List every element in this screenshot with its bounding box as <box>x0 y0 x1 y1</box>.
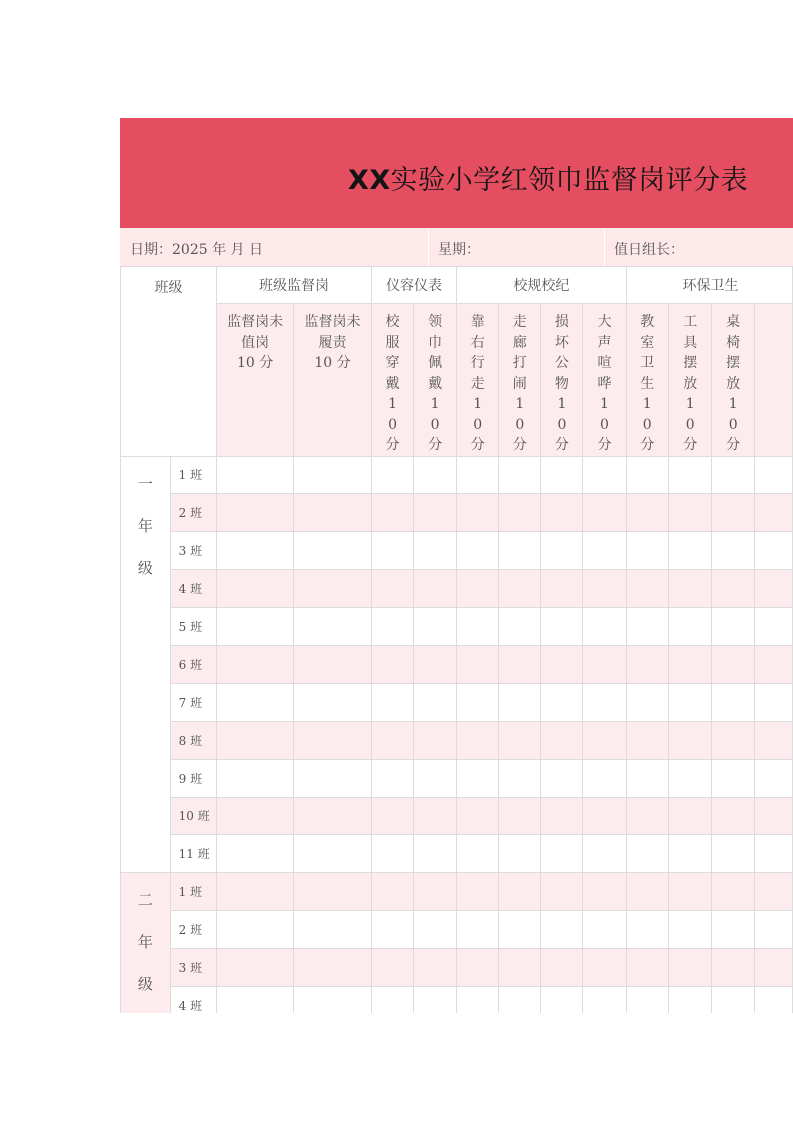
score-cell[interactable] <box>541 986 583 1013</box>
score-cell[interactable] <box>294 759 372 797</box>
score-cell[interactable] <box>294 494 372 532</box>
score-cell[interactable] <box>626 797 668 835</box>
table-row <box>121 721 793 759</box>
score-cell[interactable] <box>583 608 626 646</box>
score-cell[interactable] <box>217 645 294 683</box>
table-row <box>121 608 793 646</box>
score-cell[interactable] <box>583 911 626 949</box>
score-cell[interactable] <box>626 759 668 797</box>
score-cell[interactable] <box>371 721 413 759</box>
score-cell[interactable] <box>217 949 294 987</box>
score-cell[interactable] <box>371 683 413 721</box>
score-cell[interactable] <box>541 949 583 987</box>
class-label: 10 班 <box>170 797 216 835</box>
score-cell[interactable] <box>626 645 668 683</box>
score-cell[interactable] <box>217 683 294 721</box>
score-cell[interactable] <box>754 873 792 911</box>
score-cell[interactable] <box>541 911 583 949</box>
score-cell[interactable] <box>217 494 294 532</box>
class-label: 3 班 <box>170 532 216 570</box>
score-cell[interactable] <box>541 456 583 494</box>
info-row <box>120 228 793 267</box>
divider <box>428 228 429 266</box>
table-row <box>121 456 793 494</box>
table-row <box>121 683 793 721</box>
score-cell[interactable] <box>754 949 792 987</box>
score-cell[interactable] <box>294 835 372 873</box>
score-cell[interactable] <box>712 949 754 987</box>
score-cell[interactable] <box>457 949 499 987</box>
score-sheet <box>120 118 793 1013</box>
score-cell[interactable] <box>499 721 541 759</box>
score-cell[interactable] <box>669 797 712 835</box>
score-cell[interactable] <box>626 721 668 759</box>
criterion-header <box>371 304 413 457</box>
table-row <box>121 949 793 987</box>
criterion-header-line: 监督岗未 <box>304 314 361 330</box>
score-cell[interactable] <box>457 494 499 532</box>
table-row <box>121 494 793 532</box>
table-row <box>121 835 793 873</box>
score-cell[interactable] <box>294 949 372 987</box>
table-row <box>121 873 793 911</box>
score-cell[interactable] <box>414 683 457 721</box>
score-cell[interactable] <box>583 570 626 608</box>
score-cell[interactable] <box>499 986 541 1013</box>
class-label: 4 班 <box>170 986 216 1013</box>
score-cell[interactable] <box>712 721 754 759</box>
criterion-header-label: 工具摆放10分 <box>683 314 698 453</box>
table-row <box>121 911 793 949</box>
score-table <box>120 266 793 1013</box>
score-cell[interactable] <box>754 570 792 608</box>
score-cell[interactable] <box>669 494 712 532</box>
score-cell[interactable] <box>583 532 626 570</box>
criterion-header <box>457 304 499 457</box>
score-cell[interactable] <box>754 759 792 797</box>
score-cell[interactable] <box>541 759 583 797</box>
score-cell[interactable] <box>541 570 583 608</box>
score-cell[interactable] <box>414 570 457 608</box>
score-cell[interactable] <box>541 873 583 911</box>
score-cell[interactable] <box>371 797 413 835</box>
score-cell[interactable] <box>712 532 754 570</box>
score-cell[interactable] <box>499 570 541 608</box>
criterion-header-line: 监督岗未 <box>227 314 284 330</box>
class-label: 9 班 <box>170 759 216 797</box>
title-text: 实验小学红领巾监督岗评分表 <box>390 165 749 196</box>
score-cell[interactable] <box>499 456 541 494</box>
score-cell[interactable] <box>457 645 499 683</box>
score-cell[interactable] <box>217 911 294 949</box>
table-row <box>121 797 793 835</box>
score-cell[interactable] <box>371 608 413 646</box>
score-cell[interactable] <box>294 986 372 1013</box>
criterion-header <box>669 304 712 457</box>
class-label: 4 班 <box>170 570 216 608</box>
score-cell[interactable] <box>626 570 668 608</box>
score-cell[interactable] <box>583 721 626 759</box>
score-cell[interactable] <box>217 797 294 835</box>
criterion-header <box>294 304 372 457</box>
score-cell[interactable] <box>541 835 583 873</box>
class-label: 1 班 <box>170 456 216 494</box>
class-header <box>121 267 217 457</box>
score-cell[interactable] <box>457 759 499 797</box>
class-label: 2 班 <box>170 494 216 532</box>
group-header <box>457 267 626 304</box>
score-cell[interactable] <box>541 721 583 759</box>
table-row <box>121 532 793 570</box>
score-cell[interactable] <box>294 683 372 721</box>
score-cell[interactable] <box>669 873 712 911</box>
score-cell[interactable] <box>414 494 457 532</box>
score-cell[interactable] <box>583 986 626 1013</box>
score-cell[interactable] <box>499 949 541 987</box>
score-cell[interactable] <box>371 494 413 532</box>
score-cell[interactable] <box>414 721 457 759</box>
score-cell[interactable] <box>626 532 668 570</box>
score-cell[interactable] <box>626 949 668 987</box>
score-cell[interactable] <box>414 873 457 911</box>
score-cell[interactable] <box>217 456 294 494</box>
criterion-header <box>626 304 668 457</box>
criterion-header <box>583 304 626 457</box>
score-cell[interactable] <box>754 683 792 721</box>
score-cell[interactable] <box>669 608 712 646</box>
score-cell[interactable] <box>583 645 626 683</box>
table-row <box>121 759 793 797</box>
score-cell[interactable] <box>626 835 668 873</box>
score-cell[interactable] <box>294 645 372 683</box>
score-cell[interactable] <box>499 911 541 949</box>
score-cell[interactable] <box>414 949 457 987</box>
leader-field[interactable]: 值日组长： <box>614 242 684 258</box>
score-cell[interactable] <box>217 532 294 570</box>
score-cell[interactable] <box>457 835 499 873</box>
score-cell[interactable] <box>669 949 712 987</box>
criterion-header-label: 大声喧哗10分 <box>597 314 612 453</box>
group-header-label: 校规校纪 <box>513 278 570 294</box>
score-cell[interactable] <box>754 608 792 646</box>
criterion-header <box>217 304 294 457</box>
score-cell[interactable] <box>294 873 372 911</box>
criterion-header-line: 值岗 <box>241 334 270 351</box>
header-group-row <box>121 267 793 304</box>
score-cell[interactable] <box>712 911 754 949</box>
score-cell[interactable] <box>754 986 792 1013</box>
score-cell[interactable] <box>583 494 626 532</box>
score-cell[interactable] <box>499 683 541 721</box>
score-cell[interactable] <box>294 608 372 646</box>
score-cell[interactable] <box>583 873 626 911</box>
group-header <box>217 267 372 304</box>
score-cell[interactable] <box>457 570 499 608</box>
score-cell[interactable] <box>499 608 541 646</box>
score-cell[interactable] <box>626 494 668 532</box>
criterion-header-line: 10 分 <box>314 355 351 371</box>
score-cell[interactable] <box>457 608 499 646</box>
score-cell[interactable] <box>371 986 413 1013</box>
score-cell[interactable] <box>294 911 372 949</box>
score-cell[interactable] <box>371 759 413 797</box>
group-header-label: 环保卫生 <box>682 278 739 294</box>
score-cell[interactable] <box>669 911 712 949</box>
score-cell[interactable] <box>499 873 541 911</box>
criterion-header-line: 10 分 <box>236 355 274 371</box>
criterion-header-line: 履责 <box>318 334 347 351</box>
score-cell[interactable] <box>371 949 413 987</box>
score-cell[interactable] <box>499 835 541 873</box>
score-cell[interactable] <box>414 532 457 570</box>
score-cell[interactable] <box>754 835 792 873</box>
score-cell[interactable] <box>626 911 668 949</box>
score-cell[interactable] <box>371 645 413 683</box>
score-cell[interactable] <box>583 683 626 721</box>
score-cell[interactable] <box>457 797 499 835</box>
table-row <box>121 570 793 608</box>
score-cell[interactable] <box>294 456 372 494</box>
score-cell[interactable] <box>626 608 668 646</box>
score-cell[interactable] <box>499 494 541 532</box>
score-cell[interactable] <box>414 797 457 835</box>
score-cell[interactable] <box>754 494 792 532</box>
score-cell[interactable] <box>669 759 712 797</box>
score-cell[interactable] <box>414 759 457 797</box>
score-cell[interactable] <box>294 570 372 608</box>
score-cell[interactable] <box>457 721 499 759</box>
criterion-header-label: 损坏公物10分 <box>554 314 569 453</box>
score-cell[interactable] <box>217 608 294 646</box>
score-cell[interactable] <box>626 683 668 721</box>
score-cell[interactable] <box>294 721 372 759</box>
score-cell[interactable] <box>371 570 413 608</box>
score-cell[interactable] <box>457 683 499 721</box>
score-cell[interactable] <box>541 608 583 646</box>
score-cell[interactable] <box>541 532 583 570</box>
score-cell[interactable] <box>457 532 499 570</box>
table-row <box>121 986 793 1013</box>
score-cell[interactable] <box>371 532 413 570</box>
grade-cell <box>121 456 171 873</box>
score-cell[interactable] <box>712 683 754 721</box>
score-cell[interactable] <box>371 911 413 949</box>
class-header-label: 班级 <box>154 280 183 296</box>
score-cell[interactable] <box>217 721 294 759</box>
score-cell[interactable] <box>712 797 754 835</box>
score-cell[interactable] <box>712 494 754 532</box>
class-label: 2 班 <box>170 911 216 949</box>
score-cell[interactable] <box>499 797 541 835</box>
score-cell[interactable] <box>712 759 754 797</box>
grade-label: 二年级 <box>137 891 153 994</box>
score-cell[interactable] <box>499 532 541 570</box>
class-label: 1 班 <box>170 873 216 911</box>
score-cell[interactable] <box>217 986 294 1013</box>
score-cell[interactable] <box>669 532 712 570</box>
score-cell[interactable] <box>217 873 294 911</box>
class-label: 8 班 <box>170 721 216 759</box>
score-cell[interactable] <box>669 835 712 873</box>
score-cell[interactable] <box>583 759 626 797</box>
criterion-header-label: 靠右行走10分 <box>470 314 485 453</box>
score-cell[interactable] <box>217 570 294 608</box>
score-cell[interactable] <box>712 645 754 683</box>
score-cell[interactable] <box>541 683 583 721</box>
score-cell[interactable] <box>669 456 712 494</box>
class-label: 11 班 <box>170 835 216 873</box>
criterion-header <box>754 304 792 457</box>
criterion-header-label: 桌椅摆放10分 <box>726 314 741 453</box>
score-cell[interactable] <box>414 986 457 1013</box>
group-header <box>371 267 456 304</box>
score-cell[interactable] <box>217 759 294 797</box>
score-cell[interactable] <box>754 911 792 949</box>
score-cell[interactable] <box>712 873 754 911</box>
score-cell[interactable] <box>499 759 541 797</box>
class-label: 6 班 <box>170 645 216 683</box>
grade-label: 一年级 <box>137 474 153 577</box>
score-cell[interactable] <box>541 797 583 835</box>
score-cell[interactable] <box>294 797 372 835</box>
criterion-header <box>541 304 583 457</box>
score-cell[interactable] <box>414 911 457 949</box>
criterion-header-label: 领巾佩戴10分 <box>428 314 443 453</box>
criterion-header <box>712 304 754 457</box>
score-cell[interactable] <box>754 645 792 683</box>
grade-cell <box>121 873 171 1013</box>
score-cell[interactable] <box>754 721 792 759</box>
score-cell[interactable] <box>712 835 754 873</box>
score-cell[interactable] <box>669 683 712 721</box>
group-header-label: 班级监督岗 <box>259 278 330 294</box>
score-cell[interactable] <box>626 456 668 494</box>
score-cell[interactable] <box>712 986 754 1013</box>
score-cell[interactable] <box>583 835 626 873</box>
group-header <box>626 267 792 304</box>
score-cell[interactable] <box>626 873 668 911</box>
score-cell[interactable] <box>541 645 583 683</box>
score-cell[interactable] <box>371 835 413 873</box>
score-cell[interactable] <box>541 494 583 532</box>
score-cell[interactable] <box>669 986 712 1013</box>
class-label: 5 班 <box>170 608 216 646</box>
class-label: 3 班 <box>170 949 216 987</box>
score-cell[interactable] <box>754 797 792 835</box>
score-cell[interactable] <box>669 645 712 683</box>
score-cell[interactable] <box>499 645 541 683</box>
title-prefix: XX <box>348 165 391 196</box>
score-cell[interactable] <box>414 835 457 873</box>
score-cell[interactable] <box>371 456 413 494</box>
score-cell[interactable] <box>294 532 372 570</box>
score-cell[interactable] <box>712 456 754 494</box>
criterion-header <box>414 304 457 457</box>
table-row <box>121 645 793 683</box>
score-cell[interactable] <box>669 721 712 759</box>
score-cell[interactable] <box>371 873 413 911</box>
title-banner <box>120 118 793 228</box>
score-cell[interactable] <box>457 456 499 494</box>
group-header-label: 仪容仪表 <box>386 278 443 294</box>
criterion-header-label: 走廊打闹10分 <box>512 314 527 453</box>
score-cell[interactable] <box>414 608 457 646</box>
score-cell[interactable] <box>414 645 457 683</box>
date-field[interactable]: 日期：2025 年 月 日 <box>130 242 263 258</box>
score-cell[interactable] <box>457 873 499 911</box>
score-cell[interactable] <box>583 456 626 494</box>
criterion-header-label: 校服穿戴10分 <box>385 314 400 453</box>
score-cell[interactable] <box>712 608 754 646</box>
header-sub-row <box>121 304 793 457</box>
criterion-header-label: 教室卫生10分 <box>640 314 655 453</box>
weekday-field[interactable]: 星期： <box>438 242 480 258</box>
divider <box>604 228 605 266</box>
score-cell[interactable] <box>669 570 712 608</box>
score-cell[interactable] <box>583 797 626 835</box>
score-cell[interactable] <box>712 570 754 608</box>
score-cell[interactable] <box>457 911 499 949</box>
score-cell[interactable] <box>414 456 457 494</box>
page-title <box>348 158 748 197</box>
score-cell[interactable] <box>626 986 668 1013</box>
score-cell[interactable] <box>457 986 499 1013</box>
score-cell[interactable] <box>754 532 792 570</box>
score-cell[interactable] <box>217 835 294 873</box>
criterion-header <box>499 304 541 457</box>
score-cell[interactable] <box>583 949 626 987</box>
class-label: 7 班 <box>170 683 216 721</box>
score-cell[interactable] <box>754 456 792 494</box>
